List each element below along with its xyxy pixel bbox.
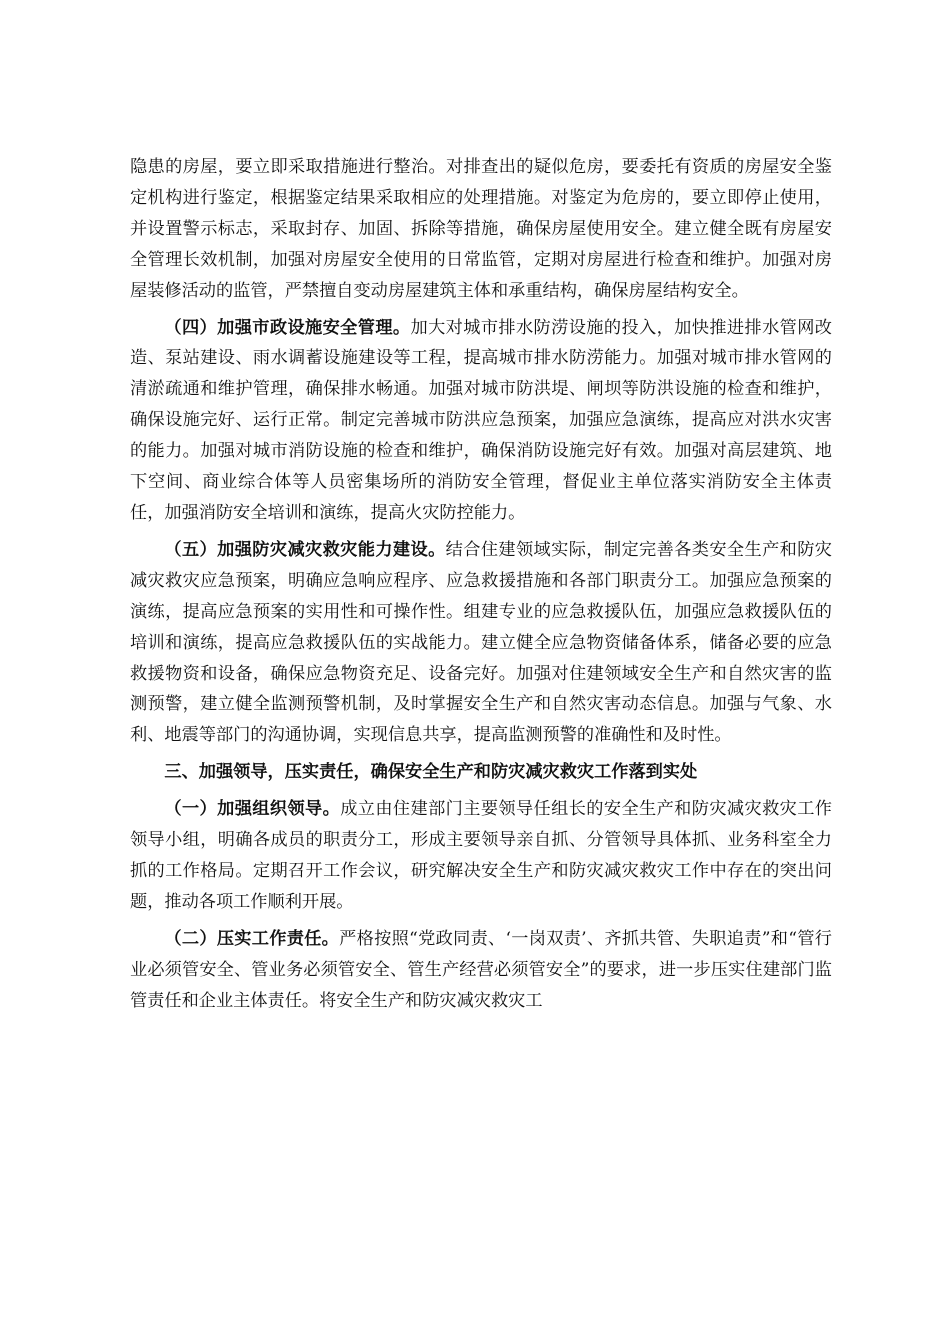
- paragraph-lead: （一）加强组织领导。: [164, 799, 341, 820]
- paragraph-municipal-facilities: [130, 313, 832, 529]
- paragraph-body: 严格按照“党政同责、‘一岗双责’、齐抓共管、失职追责”和“管行业必须管安全、管业务必须管安全、管生产经营必须管安全”的要求，进一步压实住建部门监管责任和企业主体责任。将安全生产和防灾减灾救灾工: [130, 928, 832, 1011]
- paragraph-continued: [130, 152, 832, 307]
- paragraph-work-responsibility: [130, 924, 832, 1017]
- section-heading: 三、加强领导，压实责任，确保安全生产和防灾减灾救灾工作落到实处: [164, 762, 698, 783]
- paragraph-body: 隐患的房屋，要立即采取措施进行整治。对排查出的疑似危房，要委托有资质的房屋安全鉴定机构进行鉴定，根据鉴定结果采取相应的处理措施。对鉴定为危房的，要立即停止使用，并设置警示标志，采取封存、加固、拆除等措施，确保房屋使用安全。建立健全既有房屋安全管理长效机制，加强对房屋安全使用的日常监管，定期对房屋进行检查和维护。加强对房屋装修活动的监管，严禁擅自变动房屋建筑主体和承重结构，确保房屋结构安全。: [130, 157, 832, 301]
- paragraph-lead: （五）加强防灾减灾救灾能力建设。: [164, 539, 446, 560]
- paragraph-body: 成立由住建部门主要领导任组长的安全生产和防灾减灾救灾工作领导小组，明确各成员的职责分工，形成主要领导亲自抓、分管领导具体抓、业务科室全力抓的工作格局。定期召开工作会议，研究解决安全生产和防灾减灾救灾工作中存在的突出问题，推动各项工作顺利开展。: [130, 799, 832, 912]
- document-body: [130, 152, 832, 1022]
- paragraph-lead: （四）加强市政设施安全管理。: [164, 317, 411, 338]
- paragraph-organization-leadership: [130, 794, 832, 918]
- paragraph-lead: （二）压实工作责任。: [164, 928, 340, 949]
- paragraph-body: 加大对城市排水防涝设施的投入，加快推进排水管网改造、泵站建设、雨水调蓄设施建设等工程，提高城市排水防涝能力。加强对城市排水管网的清淤疏通和维护管理，确保排水畅通。加强对城市防洪堤、闸坝等防洪设施的检查和维护，确保设施完好、运行正常。制定完善城市防洪应急预案，加强应急演练，提高应对洪水灾害的能力。加强对城市消防设施的检查和维护，确保消防设施完好有效。加强对高层建筑、地下空间、商业综合体等人员密集场所的消防安全管理，督促业主单位落实消防安全主体责任，加强消防安全培训和演练，提高火灾防控能力。: [130, 317, 832, 523]
- paragraph-disaster-capacity: [130, 535, 832, 751]
- paragraph-body: 结合住建领域实际，制定完善各类安全生产和防灾减灾救灾应急预案，明确应急响应程序、应急救援措施和各部门职责分工。加强应急预案的演练，提高应急预案的实用性和可操作性。组建专业的应急救援队伍，加强应急救援队伍的培训和演练，提高应急救援队伍的实战能力。建立健全应急物资储备体系，储备必要的应急救援物资和设备，确保应急物资充足、设备完好。加强对住建领域安全生产和自然灾害的监测预警，建立健全监测预警机制，及时掌握安全生产和自然灾害动态信息。加强与气象、水利、地震等部门的沟通协调，实现信息共享，提高监测预警的准确性和及时性。: [130, 539, 832, 746]
